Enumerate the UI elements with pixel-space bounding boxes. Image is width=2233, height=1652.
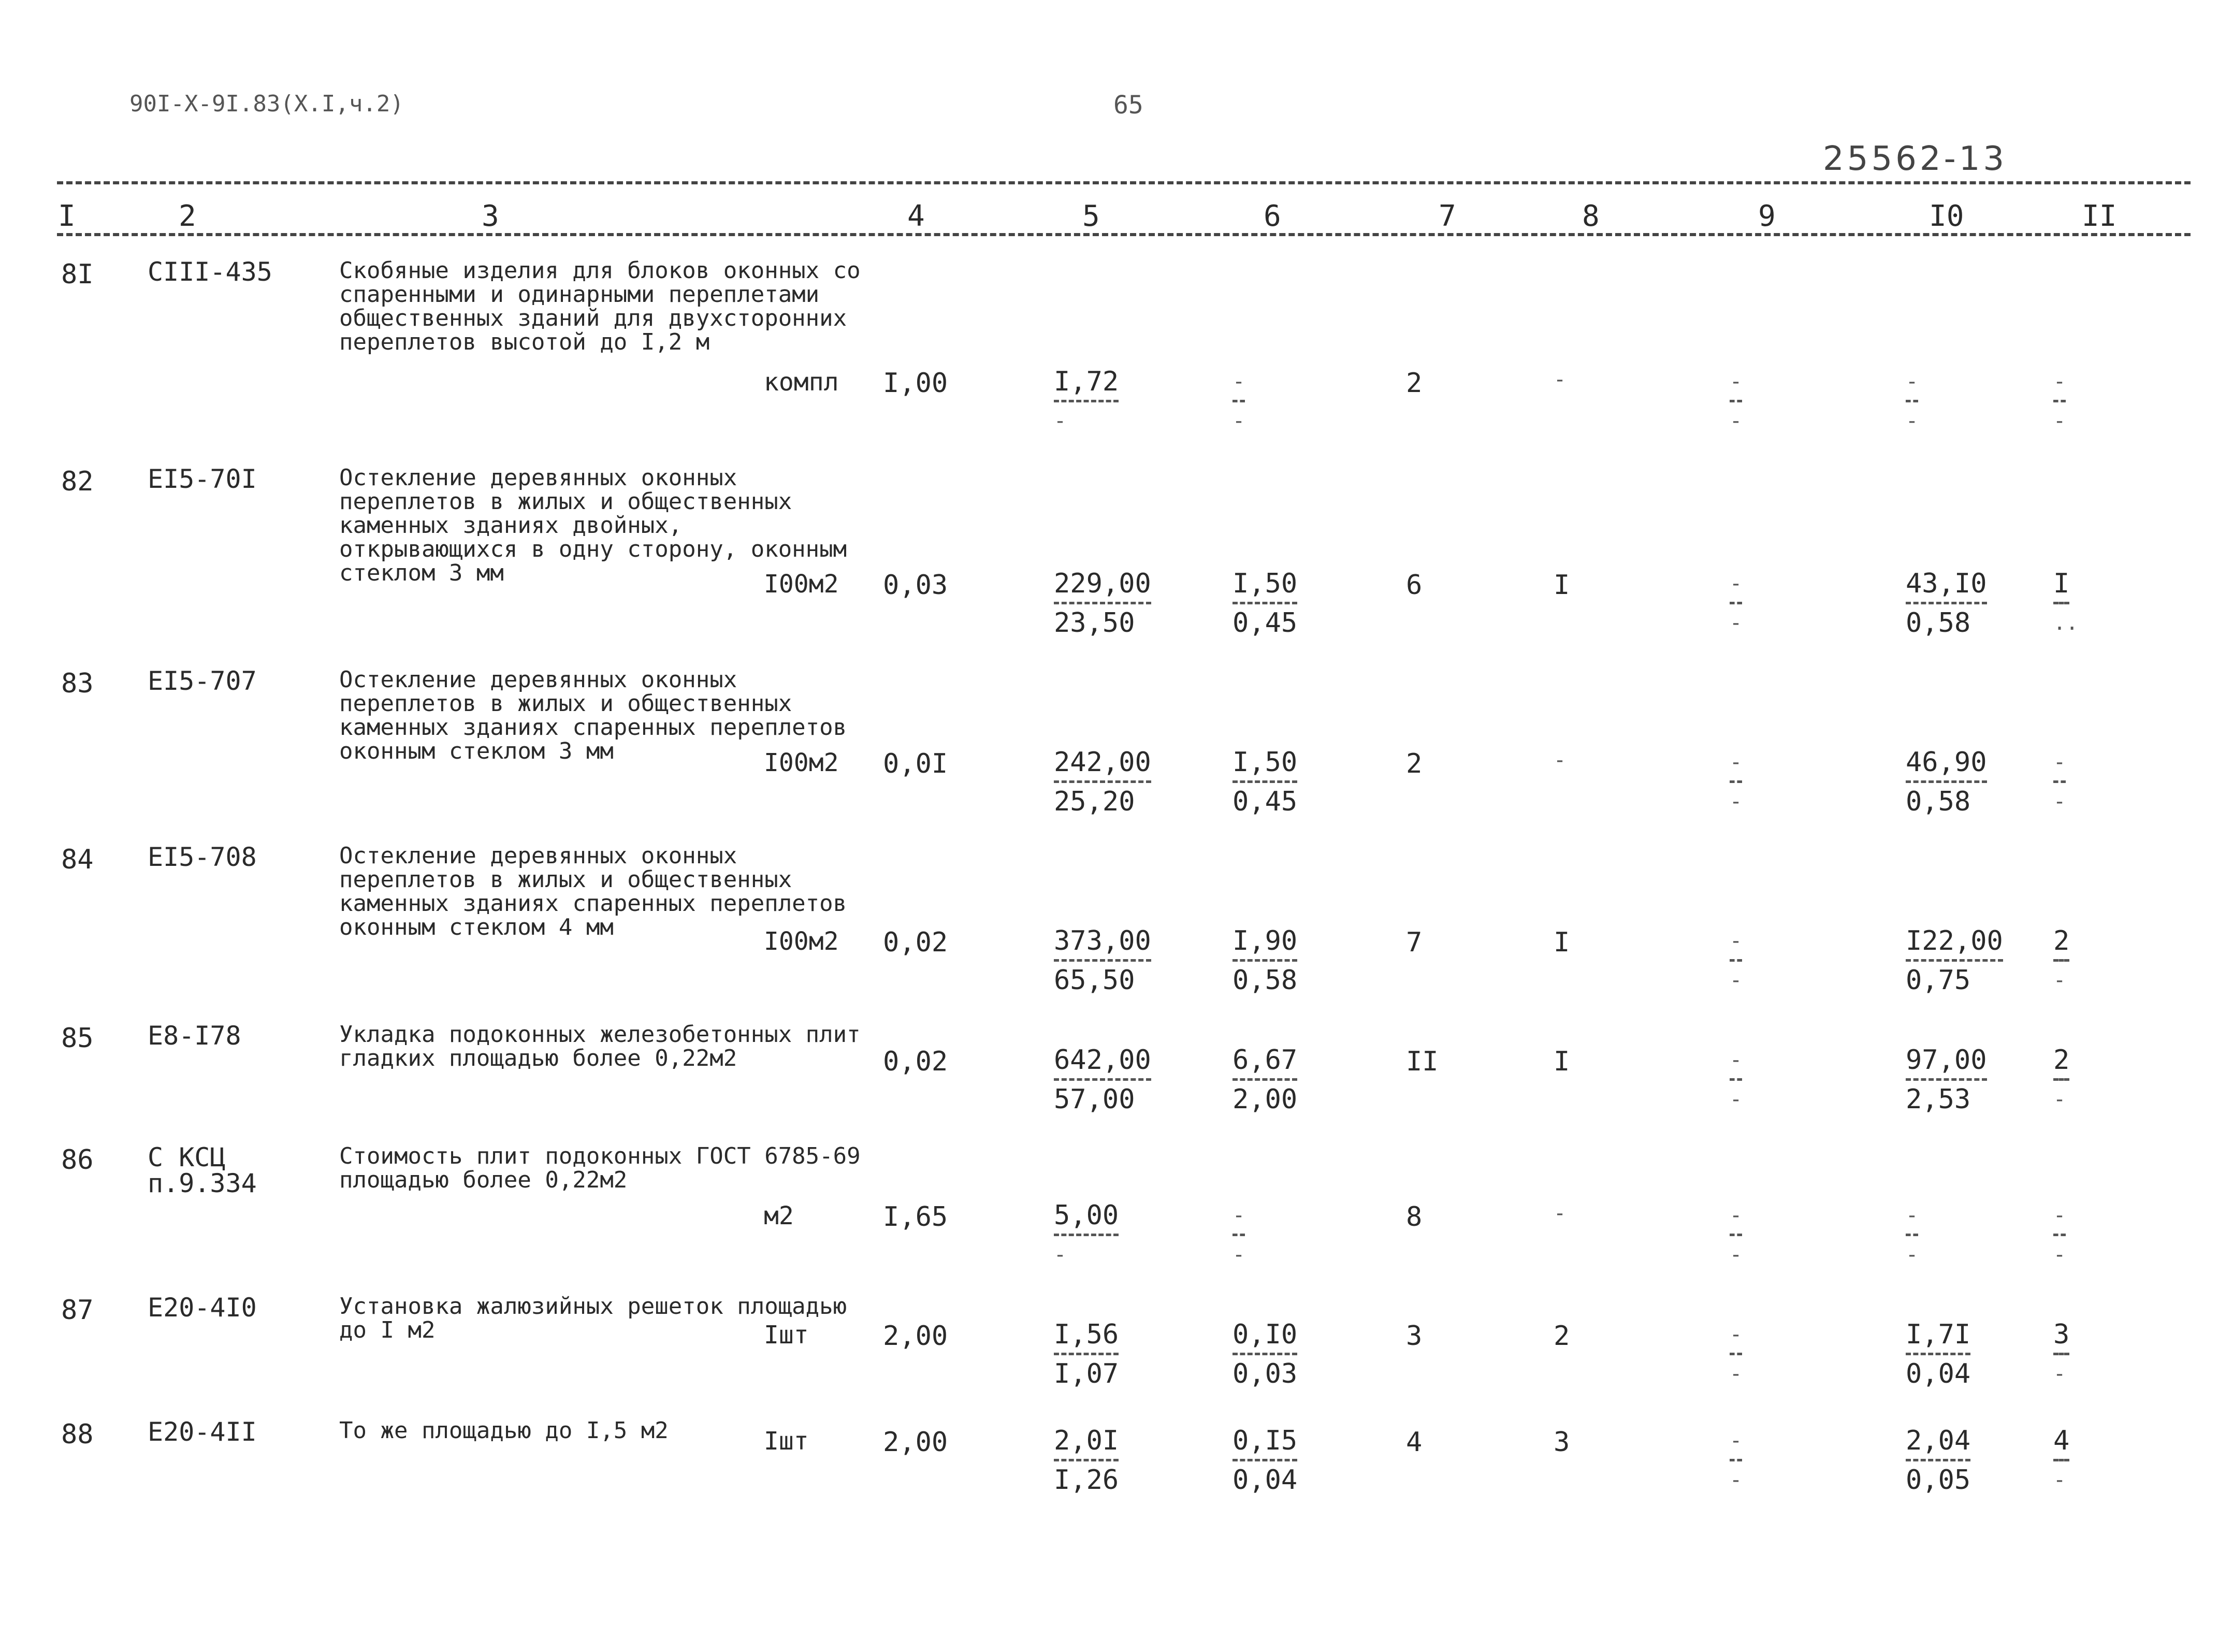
- handwritten-sheet-number: 25562-13: [1823, 140, 2008, 178]
- cost-machine-bottom: -: [1232, 409, 1245, 433]
- column-header: 9: [1758, 199, 1776, 233]
- document-code: 90I-X-9I.83(X.I,ч.2): [129, 91, 404, 117]
- quantity: 2,00: [883, 1321, 948, 1352]
- column-header: II: [2082, 199, 2117, 233]
- column-11-value-top: 3: [2053, 1321, 2069, 1355]
- labor-cost-bottom: 0,04: [1906, 1358, 1971, 1389]
- cost-total-bottom: -: [1054, 409, 1067, 433]
- cost-total-bottom: 25,20: [1054, 786, 1135, 817]
- column-11-value-bottom: -: [2053, 790, 2066, 814]
- column-9-value-top: -: [1730, 570, 1742, 604]
- unit-of-measure: Iшт: [764, 1427, 809, 1456]
- quantity: 0,03: [883, 570, 948, 601]
- cost-total: [1054, 570, 1151, 637]
- cost-total-top: 642,00: [1054, 1046, 1151, 1081]
- column-9-value: [1730, 570, 1742, 637]
- cost-machine: [1232, 570, 1297, 637]
- work-description: То же площадью до I,5 м2: [339, 1417, 669, 1444]
- cost-total-top: 373,00: [1054, 927, 1151, 962]
- cost-total: [1054, 1321, 1119, 1388]
- cost-total: [1054, 927, 1151, 995]
- cost-machine-bottom: 0,03: [1232, 1358, 1298, 1389]
- labor-cost: [1906, 570, 1987, 637]
- column-9-value-bottom: -: [1730, 1088, 1743, 1111]
- column-11-value-top: 4: [2053, 1427, 2069, 1461]
- column-header: 7: [1439, 199, 1456, 233]
- labor-cost-top: -: [1906, 368, 1918, 402]
- cost-total-top: I,72: [1054, 368, 1119, 402]
- column-8-value: -: [1554, 748, 1567, 772]
- column-7-value: 3: [1406, 1321, 1423, 1352]
- cost-machine-top: 0,I0: [1232, 1321, 1297, 1355]
- column-8-value: 2: [1554, 1321, 1570, 1352]
- cost-total-top: 2,0I: [1054, 1427, 1119, 1461]
- cost-total-bottom: 57,00: [1054, 1084, 1135, 1115]
- column-9-value: [1730, 1201, 1742, 1269]
- column-11-value-top: 2: [2053, 1046, 2069, 1081]
- cost-machine-top: I,50: [1232, 748, 1297, 783]
- column-9-value-bottom: -: [1730, 611, 1743, 635]
- row-number: 82: [61, 466, 94, 497]
- cost-machine: [1232, 1427, 1297, 1495]
- column-11-value-bottom: -: [2053, 1468, 2066, 1492]
- labor-cost-bottom: 0,58: [1906, 607, 1971, 639]
- column-11-value: [2053, 1427, 2069, 1495]
- column-11-value-top: -: [2053, 748, 2066, 783]
- cost-total: [1054, 368, 1119, 436]
- column-11-value-top: -: [2053, 1201, 2066, 1236]
- column-8-value: I: [1554, 1046, 1570, 1077]
- column-11-value: [2053, 570, 2078, 637]
- cost-machine-top: 6,67: [1232, 1046, 1297, 1081]
- column-header: 5: [1082, 199, 1100, 233]
- column-8-value: 3: [1554, 1427, 1570, 1458]
- cost-machine: [1232, 368, 1245, 436]
- column-9-value-top: -: [1730, 1321, 1742, 1355]
- cost-total-top: I,56: [1054, 1321, 1119, 1355]
- labor-cost-bottom: -: [1906, 1243, 1919, 1267]
- column-9-value-bottom: -: [1730, 968, 1743, 992]
- labor-cost: [1906, 1321, 1970, 1388]
- unit-of-measure: I00м2: [764, 570, 839, 599]
- cost-total: [1054, 1201, 1119, 1269]
- labor-cost-top: 2,04: [1906, 1427, 1970, 1461]
- unit-of-measure: I00м2: [764, 748, 839, 777]
- column-9-value: [1730, 748, 1742, 816]
- work-code: EI5-707: [148, 666, 257, 696]
- cost-machine-bottom: 0,58: [1232, 965, 1298, 996]
- row-number: 84: [61, 844, 94, 875]
- labor-cost: [1906, 1046, 1987, 1114]
- column-11-value: [2053, 368, 2066, 436]
- column-7-value: II: [1406, 1046, 1439, 1077]
- work-code: CIII-435: [148, 257, 272, 287]
- labor-cost-bottom: 0,75: [1906, 965, 1971, 996]
- column-9-value-bottom: -: [1730, 1243, 1743, 1267]
- column-9-value: [1730, 1046, 1742, 1114]
- page-number: 65: [1113, 91, 1143, 120]
- work-description: Установка жалюзийных решеток площадью до I м2: [339, 1293, 847, 1343]
- work-description: Остекление деревянных оконных переплетов в жилых и общественных каменных зданиях спаренных переплетов оконным стеклом 3 мм: [339, 666, 847, 764]
- cost-total-top: 5,00: [1054, 1201, 1119, 1236]
- row-number: 8I: [61, 259, 94, 290]
- cost-machine-top: I,90: [1232, 927, 1297, 962]
- column-11-value: [2053, 1201, 2066, 1269]
- column-8-value: -: [1554, 1201, 1567, 1225]
- column-9-value-bottom: -: [1730, 409, 1743, 433]
- labor-cost-bottom: 2,53: [1906, 1084, 1971, 1115]
- work-description: Скобяные изделия для блоков оконных со спаренными и одинарными переплетами общественных зданий для двухсторонних переплетов высотой до I,2 м: [339, 257, 861, 355]
- work-description: Стоимость плит подоконных ГОСТ 6785-69 площадью более 0,22м2: [339, 1143, 861, 1193]
- cost-machine-top: -: [1232, 368, 1245, 402]
- cost-total-bottom: I,26: [1054, 1465, 1119, 1496]
- unit-of-measure: м2: [764, 1201, 794, 1230]
- work-code: E20-4II: [148, 1417, 257, 1447]
- cost-total: [1054, 748, 1151, 816]
- column-header: 3: [482, 199, 499, 233]
- column-9-value-top: -: [1730, 748, 1742, 783]
- labor-cost: [1906, 748, 1987, 816]
- unit-of-measure: компл: [764, 368, 839, 397]
- column-7-value: 8: [1406, 1201, 1423, 1233]
- cost-total-top: 242,00: [1054, 748, 1151, 783]
- quantity: 0,0I: [883, 748, 948, 779]
- labor-cost: [1906, 1427, 1970, 1495]
- cost-machine-top: I,50: [1232, 570, 1297, 604]
- column-header: 2: [179, 199, 196, 233]
- top-dashed-rule: [57, 181, 2191, 184]
- column-9-value: [1730, 368, 1742, 436]
- quantity: I,65: [883, 1201, 948, 1233]
- column-7-value: 6: [1406, 570, 1423, 601]
- labor-cost-top: 43,I0: [1906, 570, 1987, 604]
- row-number: 86: [61, 1144, 94, 1176]
- cost-machine-bottom: 2,00: [1232, 1084, 1298, 1115]
- work-description: Остекление деревянных оконных переплетов в жилых и общественных каменных зданиях спаренных переплетов оконным стеклом 4 мм: [339, 843, 847, 940]
- cost-total-bottom: -: [1054, 1243, 1067, 1267]
- cost-total-bottom: 23,50: [1054, 607, 1135, 639]
- cost-total-bottom: I,07: [1054, 1358, 1119, 1389]
- cost-machine-bottom: 0,45: [1232, 607, 1298, 639]
- column-11-value-bottom: -: [2053, 968, 2066, 992]
- column-11-value-bottom: -: [2053, 1243, 2066, 1267]
- column-9-value-top: -: [1730, 927, 1742, 962]
- labor-cost-top: 46,90: [1906, 748, 1987, 783]
- work-code: EI5-70I: [148, 464, 257, 494]
- column-11-value-bottom: ..: [2053, 611, 2079, 635]
- unit-of-measure: I00м2: [764, 927, 839, 956]
- column-7-value: 4: [1406, 1427, 1423, 1458]
- labor-cost-top: I22,00: [1906, 927, 2003, 962]
- unit-of-measure: Iшт: [764, 1321, 809, 1350]
- column-11-value: [2053, 748, 2066, 816]
- column-7-value: 2: [1406, 368, 1423, 399]
- quantity: 0,02: [883, 927, 948, 958]
- quantity: 0,02: [883, 1046, 948, 1077]
- cost-machine-bottom: 0,04: [1232, 1465, 1298, 1496]
- column-11-value: [2053, 1321, 2069, 1388]
- labor-cost: [1906, 1201, 1918, 1269]
- column-11-value-bottom: -: [2053, 409, 2066, 433]
- row-number: 83: [61, 668, 94, 699]
- cost-machine-bottom: 0,45: [1232, 786, 1298, 817]
- labor-cost: [1906, 927, 2003, 995]
- column-11-value: [2053, 1046, 2069, 1114]
- column-header: 6: [1264, 199, 1281, 233]
- column-11-value-bottom: -: [2053, 1362, 2066, 1386]
- labor-cost-bottom: 0,05: [1906, 1465, 1971, 1496]
- row-number: 88: [61, 1419, 94, 1450]
- column-9-value-top: -: [1730, 1201, 1742, 1236]
- column-11-value: [2053, 927, 2069, 995]
- row-number: 85: [61, 1023, 94, 1054]
- quantity: I,00: [883, 368, 948, 399]
- column-7-value: 2: [1406, 748, 1423, 779]
- cost-machine: [1232, 927, 1297, 995]
- column-11-value-top: I: [2053, 570, 2069, 604]
- quantity: 2,00: [883, 1427, 948, 1458]
- column-8-value: I: [1554, 570, 1570, 601]
- work-code: С КСЦ п.9.334: [148, 1142, 257, 1198]
- header-dashed-rule: [57, 233, 2191, 236]
- labor-cost-bottom: -: [1906, 409, 1919, 433]
- column-9-value-bottom: -: [1730, 790, 1743, 814]
- column-header: I0: [1929, 199, 1964, 233]
- cost-machine-bottom: -: [1232, 1243, 1245, 1267]
- work-code: E8-I78: [148, 1021, 241, 1051]
- work-code: EI5-708: [148, 842, 257, 872]
- labor-cost-bottom: 0,58: [1906, 786, 1971, 817]
- cost-machine: [1232, 1201, 1245, 1269]
- labor-cost: [1906, 368, 1918, 436]
- column-11-value-top: 2: [2053, 927, 2069, 962]
- cost-total: [1054, 1046, 1151, 1114]
- cost-machine-top: 0,I5: [1232, 1427, 1297, 1461]
- column-9-value: [1730, 1427, 1742, 1495]
- column-header: 4: [907, 199, 925, 233]
- column-9-value-top: -: [1730, 1427, 1742, 1461]
- column-9-value-top: -: [1730, 368, 1742, 402]
- cost-total-bottom: 65,50: [1054, 965, 1135, 996]
- cost-machine: [1232, 748, 1297, 816]
- column-header: I: [58, 199, 76, 233]
- column-9-value-bottom: -: [1730, 1468, 1743, 1492]
- column-9-value-bottom: -: [1730, 1362, 1743, 1386]
- cost-machine: [1232, 1321, 1297, 1388]
- labor-cost-top: 97,00: [1906, 1046, 1987, 1081]
- cost-machine-top: -: [1232, 1201, 1245, 1236]
- cost-total-top: 229,00: [1054, 570, 1151, 604]
- column-7-value: 7: [1406, 927, 1423, 958]
- labor-cost-top: I,7I: [1906, 1321, 1970, 1355]
- column-9-value: [1730, 927, 1742, 995]
- column-11-value-top: -: [2053, 368, 2066, 402]
- column-8-value: -: [1554, 368, 1567, 392]
- labor-cost-top: -: [1906, 1201, 1918, 1236]
- column-8-value: I: [1554, 927, 1570, 958]
- cost-machine: [1232, 1046, 1297, 1114]
- work-description: Остекление деревянных оконных переплетов в жилых и общественных каменных зданиях двойных, открывающихся в одну сторону, оконным стеклом 3 мм: [339, 465, 847, 586]
- column-header: 8: [1582, 199, 1600, 233]
- column-11-value-bottom: -: [2053, 1088, 2066, 1111]
- row-number: 87: [61, 1295, 94, 1326]
- work-code: E20-4I0: [148, 1293, 257, 1323]
- column-9-value: [1730, 1321, 1742, 1388]
- column-9-value-top: -: [1730, 1046, 1742, 1081]
- work-description: Укладка подоконных железобетонных плит гладких площадью более 0,22м2: [339, 1021, 861, 1071]
- cost-total: [1054, 1427, 1119, 1495]
